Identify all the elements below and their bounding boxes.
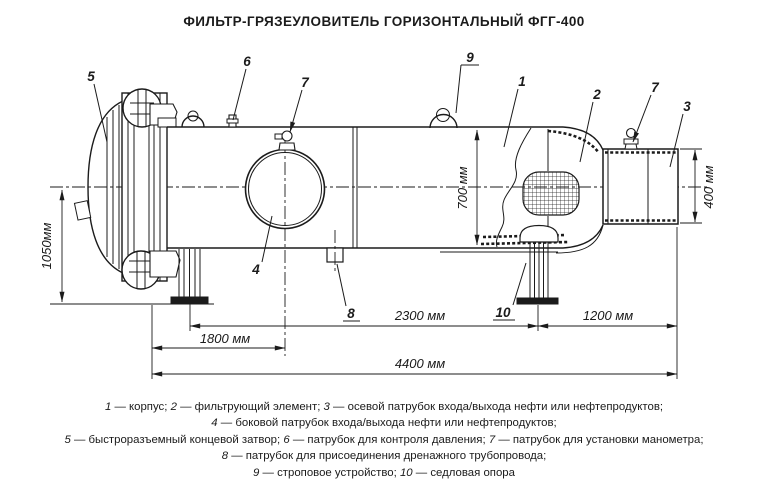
closure-flange [122,89,180,289]
dimension-bottom-rows [152,227,677,379]
sling-lug-left [182,111,204,127]
legend-line: 4 — боковой патрубок входа/выхода нефти или нефтепродуктов; [211,417,557,430]
axial-nozzle [603,129,678,225]
dimension-saddle-to-nozzle [538,308,677,326]
drain-nozzle [327,230,343,273]
gauge-fitting-right [627,129,636,138]
side-nozzle [246,131,325,356]
callout-sling-device: 9 [466,50,474,65]
legend-line: 1 — корпус; 2 — фильтрующий элемент; 3 — осевой патрубок входа/выхода нефти или нефтепродуктов; [104,401,664,413]
dimension-saddle-span [190,308,538,326]
callout-closure: 5 [87,69,95,84]
sling-lug-right [430,109,457,129]
head-weld-hatch [548,131,599,153]
filter-element-mesh [523,172,579,215]
dimension-shell-diameter [455,130,477,245]
dimension-nozzle-diameter [680,149,716,223]
legend-line: 9 — строповое устройство; 10 — седловая опора [253,466,515,479]
dimension-flange-to-side-nozzle [152,331,285,348]
callout-gauge-port-left: 7 [301,75,309,90]
callout-gauge-port-right: 7 [651,80,659,95]
legend-line: 8 — патрубок для присоединения дренажного трубопровода; [221,450,547,463]
callouts [87,50,691,321]
callout-filter-element: 2 [593,87,601,102]
gauge-fitting-left [282,131,292,141]
svg-text:2300 мм: 2300 мм [394,308,446,323]
saddle-support-right [517,226,558,305]
dimension-overall-length [152,356,677,374]
svg-text:400 мм: 400 мм [701,165,716,209]
svg-text:1050мм: 1050мм [39,222,54,270]
callout-side-nozzle: 4 [252,262,260,277]
svg-text:1800 мм: 1800 мм [199,331,251,346]
legend [0,399,768,481]
svg-text:1200 мм: 1200 мм [582,308,634,323]
pressure-port-fitting [227,115,238,127]
callout-pressure-port: 6 [243,54,251,69]
legend-lines [0,399,768,481]
legend-line: 5 — быстроразъемный концевой затвор; 6 — патрубок для контроля давления; 7 — патрубок для установки манометра; [64,433,704,446]
drawing-title: ФИЛЬТР-ГРЯЗЕУЛОВИТЕЛЬ ГОРИЗОНТАЛЬНЫЙ ФГГ-400 [183,14,585,29]
callout-saddle-support: 10 [495,305,511,320]
svg-text:700 мм: 700 мм [455,166,470,210]
callout-body: 1 [518,74,526,89]
callout-drain-port: 8 [347,306,355,321]
svg-text:4400 мм: 4400 мм [394,356,446,371]
callout-axial-nozzle: 3 [683,99,691,114]
closure-latch-bottom [150,251,180,277]
